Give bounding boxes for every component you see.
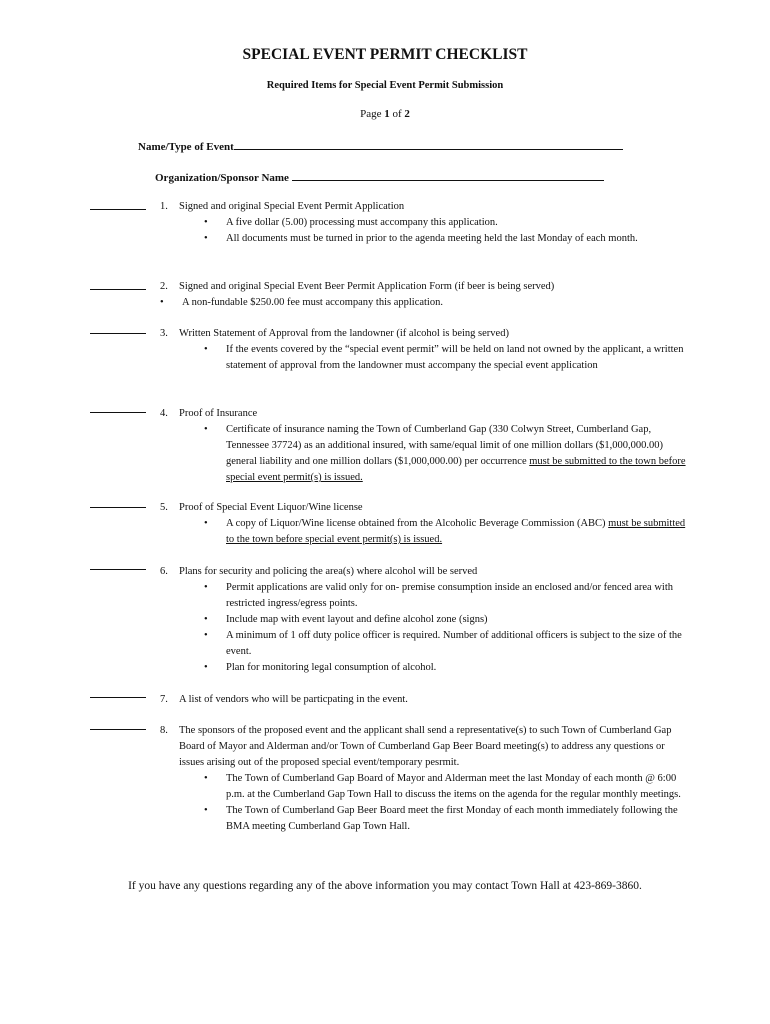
list-item: • Include map with event layout and define alcohol zone (signs) [160, 612, 690, 628]
item-text: Signed and original Special Event Permit Application [179, 201, 405, 212]
bullet-icon: • [204, 518, 208, 529]
item-number: 3. [160, 328, 168, 339]
list-item: • The Town of Cumberland Gap Beer Board meet the first Monday of each month immediately following the BMA meeting Cumberland Gap Town Hall. [204, 805, 678, 832]
check-blank-5[interactable] [90, 507, 146, 508]
item-text: Proof of Insurance [179, 408, 258, 419]
item-number: 6. [160, 566, 168, 577]
bullet-icon: • [204, 805, 208, 816]
item-number: 1. [160, 201, 168, 212]
list-item: • The Town of Cumberland Gap Board of Mayor and Alderman meet the last Monday of each month @ 6:00 p.m. at the Cumberland Gap Town Hall to discuss the items on the agenda for the regular monthly meetings. [204, 773, 681, 800]
checklist-item-6 [160, 564, 690, 676]
checklist-item-5 [160, 500, 690, 548]
list-item: • A five dollar (5.00) processing must accompany this application. [160, 215, 690, 231]
bullet-icon: • [204, 424, 208, 435]
bullet-icon: • [204, 217, 208, 228]
list-item: • A non-fundable $250.00 fee must accompany this application. [160, 295, 690, 311]
item-text: Written Statement of Approval from the landowner (if alcohol is being served) [179, 328, 509, 339]
list-item: • A copy of Liquor/Wine license obtained from the Alcoholic Beverage Commission (ABC) must be submitted to the town before special event permit(s) is issued. [204, 518, 686, 545]
item-text: A list of vendors who will be particpating in the event. [179, 694, 408, 705]
checklist-item-7 [160, 692, 690, 708]
event-name-line[interactable] [234, 138, 623, 150]
checklist-item-8 [160, 723, 690, 835]
check-blank-3[interactable] [90, 333, 146, 334]
bullet-icon: • [204, 582, 208, 593]
check-blank-7[interactable] [90, 697, 146, 698]
bullet-icon: • [160, 297, 164, 308]
check-blank-2[interactable] [90, 289, 146, 290]
item-number: 5. [160, 502, 168, 513]
checklist-item-1 [160, 199, 690, 247]
underlined-requirement: must be submitted to the town before special event permit(s) is issued. [226, 518, 686, 545]
checklist-item-2 [160, 279, 690, 311]
list-item: • If the events covered by the “special event permit” will be held on land not owned by the applicant, a written statement of approval from the landowner must accompany the special event application [204, 344, 684, 371]
item-text: Signed and original Special Event Beer Permit Application Form (if beer is being served) [179, 281, 555, 292]
event-name-field[interactable] [138, 138, 623, 153]
item-number: 8. [160, 725, 168, 736]
contact-footer: If you have any questions regarding any of the above information you may contact Town Hall at 423-869-3860. [128, 880, 642, 892]
bullet-icon: • [204, 662, 208, 673]
check-blank-1[interactable] [90, 209, 146, 210]
item-number: 4. [160, 408, 168, 419]
item-number: 7. [160, 694, 168, 705]
document-title: SPECIAL EVENT PERMIT CHECKLIST [242, 46, 528, 63]
organization-label: Organization/Sponsor Name [155, 172, 292, 184]
item-text: The sponsors of the proposed event and the applicant shall send a representative(s) to such Town of Cumberland Gap Board of Mayor and Alderman and/or Town of Cumberland Gap Beer Board meeting(s) to address any questions or issues arising out of the proposed special event/temporary pesrmit. [179, 725, 672, 768]
underlined-requirement: must be submitted to the town before special event permit(s) is issued. [226, 456, 686, 483]
checklist-item-3 [160, 326, 690, 374]
bullet-icon: • [204, 773, 208, 784]
bullet-icon: • [204, 614, 208, 625]
list-item: • Certificate of insurance naming the Town of Cumberland Gap (330 Colwyn Street, Cumberland Gap, Tennessee 37724) as an additional insured, with same/equal limit of one million dollars ($1,000,000.00) general liability and one million dollars ($1,000,000.00) per occurrence must be submitted to the town before special event permit(s) is issued. [204, 424, 686, 483]
check-blank-4[interactable] [90, 412, 146, 413]
organization-field[interactable] [155, 169, 604, 184]
bullet-icon: • [204, 630, 208, 641]
list-item: • A minimum of 1 off duty police officer is required. Number of additional officers is subject to the size of the event. [204, 630, 682, 657]
page-number: Page 1 of 2 [360, 108, 410, 120]
check-blank-8[interactable] [90, 729, 146, 730]
item-number: 2. [160, 281, 168, 292]
list-item: • Permit applications are valid only for on- premise consumption inside an enclosed and/or fenced area with restricted ingress/egress points. [204, 582, 673, 609]
bullet-icon: • [204, 344, 208, 355]
check-blank-6[interactable] [90, 569, 146, 570]
item-text: Proof of Special Event Liquor/Wine license [179, 502, 363, 513]
item-text: Plans for security and policing the area(s) where alcohol will be served [179, 566, 478, 577]
event-name-label: Name/Type of Event [138, 141, 234, 153]
organization-line[interactable] [292, 169, 604, 181]
checklist-item-4 [160, 406, 690, 486]
document-subtitle: Required Items for Special Event Permit Submission [266, 80, 504, 91]
bullet-icon: • [204, 233, 208, 244]
list-item: • Plan for monitoring legal consumption of alcohol. [160, 660, 690, 676]
list-item: • All documents must be turned in prior to the agenda meeting held the last Monday of each month. [160, 231, 690, 247]
